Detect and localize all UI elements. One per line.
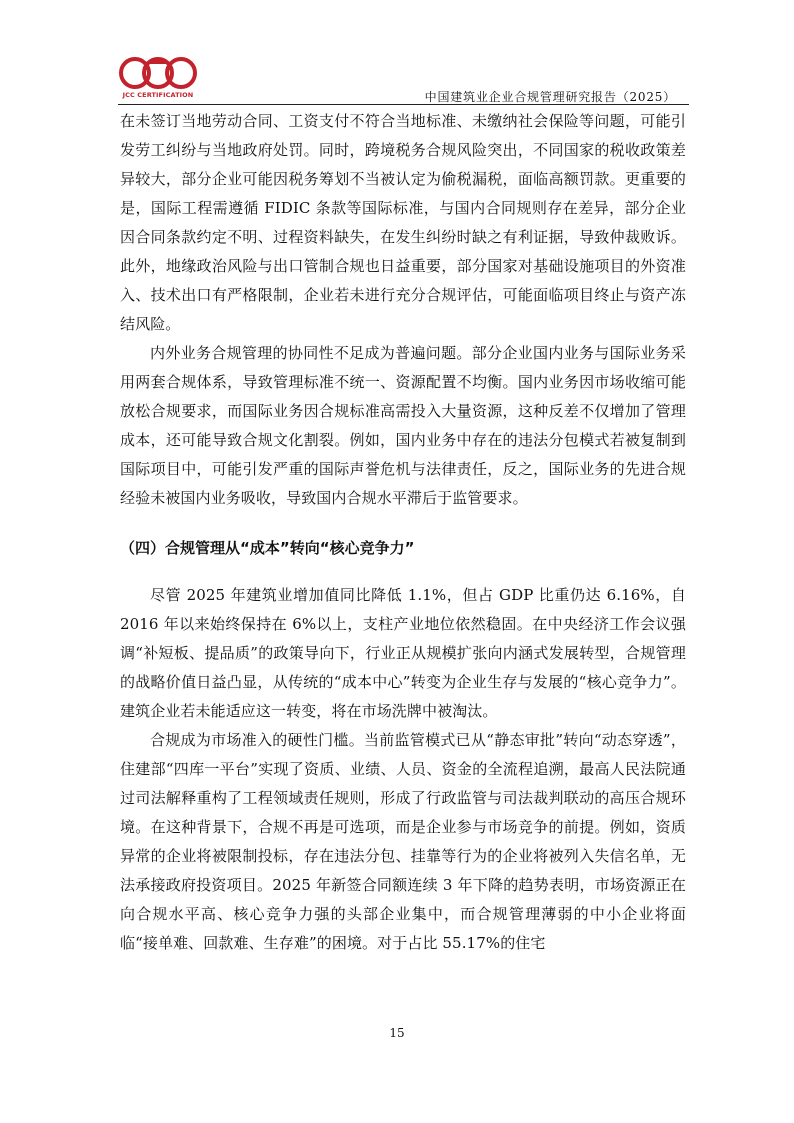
body-paragraph: 尽管 2025 年建筑业增加值同比降低 1.1%，但占 GDP 比重仍达 6.16%，自 2016 年以来始终保持在 6%以上，支柱产业地位依然稳固。在中央经济工作会议强调“补短板、提品质”的政策导向下，行业正从规模扩张向内涵式发展转型，合规管理的战略价值日益凸显，从传统的“成本中心”转变为企业生存与发展的“核心竞争力”。建筑企业若未能适应这一转变，将在市场洗牌中被淘汰。 bbox=[120, 586, 686, 720]
body-paragraph: 合规成为市场准入的硬性门槛。当前监管模式已从“静态审批”转向“动态穿透”，住建部“四库一平台”实现了资质、业绩、人员、资金的全流程追溯，最高人民法院通过司法解释重构了工程领域责任规则，形成了行政监管与司法裁判联动的高压合规环境。在这种背景下，合规不再是可选项，而是企业参与市场竞争的前提。例如，资质异常的企业将被限制投标，存在违法分包、挂靠等行为的企业将被列入失信名单，无法承接政府投资项目。2025 年新签合同额连续 3 年下降的趋势表明，市场资源正在向合规水平高、核心竞争力强的头部企业集中，而合规管理薄弱的中小企业将面临“接单难、回款难、生存难”的困境。对于占比 55.17%的住宅 bbox=[120, 731, 686, 952]
page-number: 15 bbox=[389, 1026, 405, 1040]
logo-text: JCC CERTIFICATION bbox=[122, 91, 194, 99]
jcc-certification-logo bbox=[118, 56, 198, 102]
logo-rings-icon bbox=[118, 56, 198, 90]
report-header-title: 中国建筑业企业合规管理研究报告（2025） bbox=[424, 90, 676, 104]
body-paragraph: 内外业务合规管理的协同性不足成为普遍问题。部分企业国内业务与国际业务采用两套合规体系，导致管理标准不统一、资源配置不均衡。国内业务因市场收缩可能放松合规要求，而国际业务因合规标准高需投入大量资源，这种反差不仅增加了管理成本，还可能导致合规文化割裂。例如，国内业务中存在的违法分包模式若被复制到国际项目中，可能引发严重的国际声誉危机与法律责任，反之，国际业务的先进合规经验未被国内业务吸收，导致国内合规水平滞后于监管要求。 bbox=[120, 344, 686, 507]
header-divider bbox=[118, 104, 689, 105]
body-paragraph: 在未签订当地劳动合同、工资支付不符合当地标准、未缴纳社会保险等问题，可能引发劳工纠纷与当地政府处罚。同时，跨境税务合规风险突出，不同国家的税收政策差异较大，部分企业可能因税务筹划不当被认定为偷税漏税，面临高额罚款。更重要的是，国际工程需遵循 FIDIC 条款等国际标准，与国内合同规则存在差异，部分企业因合同条款约定不明、过程资料缺失，在发生纠纷时缺之有利证据，导致仲裁败诉。此外，地缘政治风险与出口管制合规也日益重要，部分国家对基础设施项目的外资准入、技术出口有严格限制，企业若未进行充分合规评估，可能面临项目终止与资产冻结风险。 bbox=[120, 112, 686, 333]
section-heading: （四）合规管理从“成本”转向“核心竞争力” bbox=[120, 539, 415, 557]
page-body bbox=[120, 107, 686, 958]
